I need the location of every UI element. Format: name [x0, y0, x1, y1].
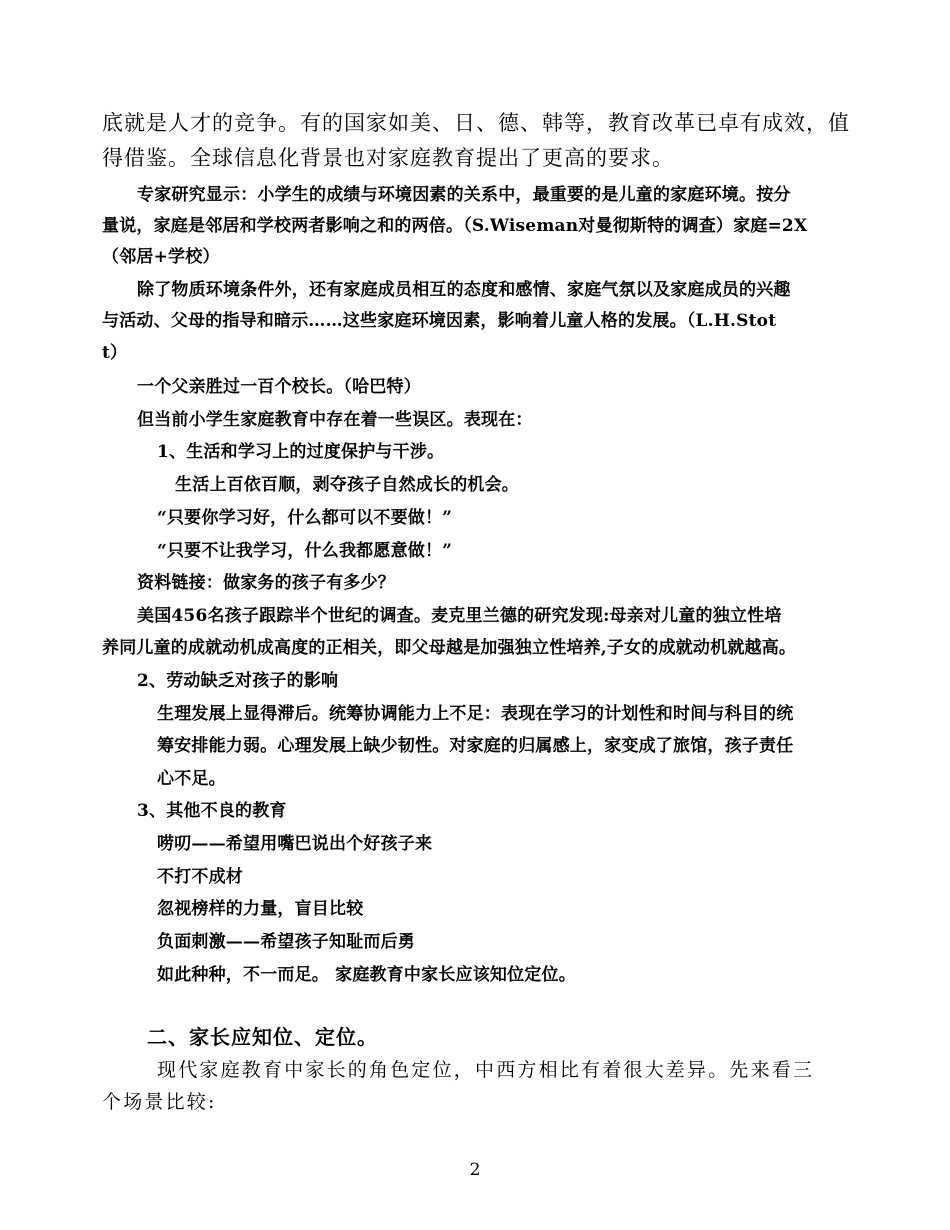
text-line: 心不足。: [157, 769, 226, 789]
text-line: 个场景比较:: [102, 1091, 217, 1113]
page-number: 2: [469, 1160, 481, 1180]
text-line: 量说，家庭是邻居和学校两者影响之和的两倍。（S.Wiseman对曼彻斯特的调查）家庭=2X: [102, 216, 808, 236]
text-line: t）: [102, 343, 128, 363]
text-line: 美国456名孩子跟踪半个世纪的调查。麦克里兰德的研究发现:母亲对儿童的独立性培: [137, 606, 782, 626]
text-line: 与活动、父母的指导和暗示……这些家庭环境因素，影响着儿童人格的发展。（L.H.Stot: [102, 311, 777, 331]
text-line: 1、生活和学习上的过度保护与干涉。: [157, 442, 445, 462]
text-line: 忽视榜样的力量，盲目比较: [157, 899, 364, 919]
text-line: 2、劳动缺乏对孩子的影响: [137, 671, 339, 691]
text-line: 不打不成材: [157, 867, 243, 887]
text-line: 除了物质环境条件外，还有家庭成员相互的态度和感情、家庭气氛以及家庭成员的兴趣: [137, 280, 791, 300]
text-line: 一个父亲胜过一百个校长。（哈巴特）: [137, 377, 421, 397]
text-line: 养同儿童的成就动机成高度的正相关，即父母越是加强独立性培养,子女的成就动机就越高。: [102, 638, 797, 658]
text-line: 底就是人才的竞争。有的国家如美、日、德、韩等，教育改革已卓有成效，值: [102, 111, 850, 135]
text-line: （邻居+学校）: [102, 247, 220, 267]
text-line: 生活上百依百顺，剥夺孩子自然成长的机会。: [175, 475, 519, 495]
text-line: 筹安排能力弱。心理发展上缺少韧性。对家庭的归属感上，家变成了旅馆，孩子责任: [157, 736, 794, 756]
text-line: 但当前小学生家庭教育中存在着一些误区。表现在：: [137, 410, 533, 430]
text-line: 现代家庭教育中家长的角色定位，中西方相比有着很大差异。先来看三: [157, 1059, 815, 1081]
text-line: “只要你学习好，什么都可以不要做！”: [157, 508, 453, 528]
text-line: 负面刺激——希望孩子知耻而后勇: [157, 932, 415, 952]
text-line: 生理发展上显得滞后。统筹协调能力上不足：表现在学习的计划性和时间与科目的统: [157, 704, 794, 724]
text-line: “只要不让我学习，什么我都愿意做！”: [157, 541, 453, 561]
text-line: 资料链接：做家务的孩子有多少？: [137, 573, 395, 593]
text-line: 唠叨——希望用嘴巴说出个好孩子来: [157, 834, 433, 854]
text-line: 如此种种，不一而足。 家庭教育中家长应该知位定位。: [157, 965, 576, 985]
text-line: 得借鉴。全球信息化背景也对家庭教育提出了更高的要求。: [102, 146, 674, 170]
text-line: 3、其他不良的教育: [137, 801, 287, 821]
text-line: 专家研究显示：小学生的成绩与环境因素的关系中，最重要的是儿童的家庭环境。按分: [137, 185, 791, 205]
section-heading: 二、家长应知位、定位。: [147, 1025, 378, 1049]
